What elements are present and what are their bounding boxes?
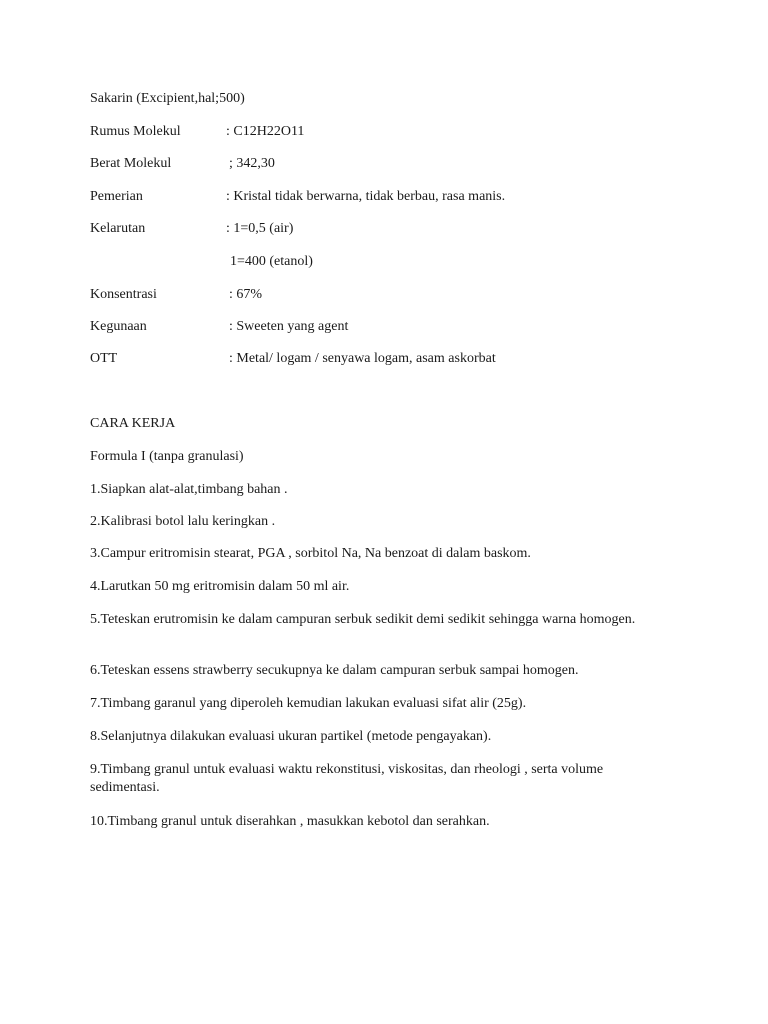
step-6: 6.Teteskan essens strawberry secukupnya ke dalam campuran serbuk sampai homogen. [90,663,579,678]
step-9: 9.Timbang granul untuk evaluasi waktu rekonstitusi, viskositas, dan rheologi , serta volume sedimentasi. [90,762,604,795]
property-value: : Sweeten yang agent [229,319,349,334]
step-5: 5.Teteskan erutromisin ke dalam campuran serbuk sedikit demi sedikit sehingga warna homogen. [90,612,636,627]
property-label: Konsentrasi [90,287,157,302]
document-title: Sakarin (Excipient,hal;500) [90,91,245,106]
step-3: 3.Campur eritromisin stearat, PGA , sorbitol Na, Na benzoat di dalam baskom. [90,546,531,561]
property-label: Kelarutan [90,221,146,236]
property-label: Rumus Molekul [90,124,181,139]
property-label: Berat Molekul [90,156,172,171]
property-label: OTT [90,351,118,366]
property-value: ; 342,30 [229,156,275,171]
property-value: : Metal/ logam / senyawa logam, asam askorbat [229,351,496,366]
formula-heading: Formula I (tanpa granulasi) [90,449,244,464]
step-4: 4.Larutkan 50 mg eritromisin dalam 50 ml air. [90,579,350,594]
section-heading: CARA KERJA [90,416,176,431]
property-value: 1=400 (etanol) [230,254,313,269]
property-value: : Kristal tidak berwarna, tidak berbau, rasa manis. [226,189,506,204]
step-10: 10.Timbang granul untuk diserahkan , masukkan kebotol dan serahkan. [90,814,490,829]
property-value: : 1=0,5 (air) [226,221,294,236]
property-label: Kegunaan [90,319,147,334]
property-value: : 67% [229,287,263,302]
step-2: 2.Kalibrasi botol lalu keringkan . [90,514,276,529]
property-value: : C12H22O11 [226,124,305,139]
step-8: 8.Selanjutnya dilakukan evaluasi ukuran partikel (metode pengayakan). [90,729,492,744]
step-1: 1.Siapkan alat-alat,timbang bahan . [90,482,288,497]
property-label: Pemerian [90,189,143,204]
step-7: 7.Timbang garanul yang diperoleh kemudian lakukan evaluasi sifat alir (25g). [90,696,527,711]
